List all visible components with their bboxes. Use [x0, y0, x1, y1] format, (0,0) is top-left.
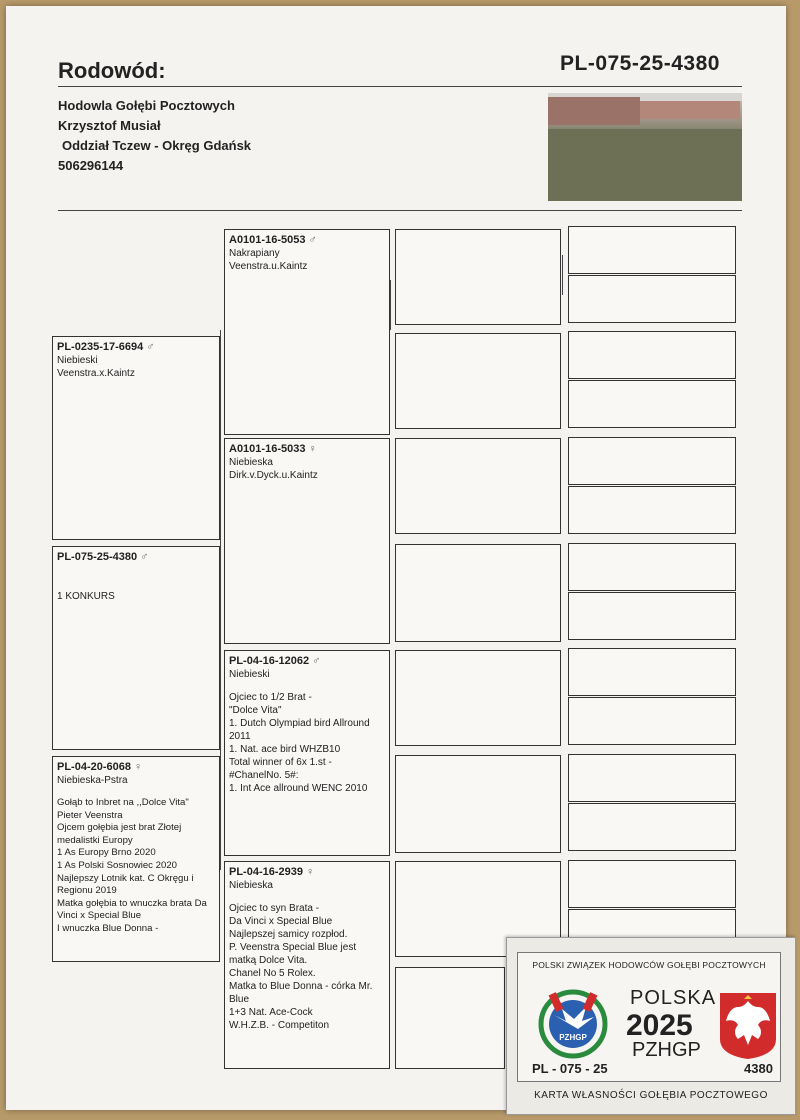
gen4-box-4: [395, 544, 561, 642]
gen4-box-8: [395, 967, 505, 1069]
breeder-section: Oddział Tczew - Okręg Gdańsk: [62, 138, 252, 153]
subject-note: 1 KONKURS: [57, 591, 115, 602]
gen5-box-4: [568, 380, 736, 428]
ownership-card: [506, 937, 796, 1115]
loft-photo: [548, 93, 742, 201]
dam-dam-note: Ojciec to syn Brata - Da Vinci x Special Blue Najlepszej samicy rozpłod. P. Veenstra Special Blue jest matką Dolce Vita. Chanel No 5 Rolex. Matka to Blue Donna - córka Mr. Blue 1+3 Nat. Ace-Cock W.H.Z.B. - Competiton: [229, 903, 373, 1031]
card-ring-prefix: PL - 075 - 25: [532, 1061, 608, 1076]
gen5-box-14: [568, 909, 736, 939]
gen5-box-11: [568, 754, 736, 802]
sire-strain: Veenstra.x.Kaintz: [57, 368, 135, 379]
dam-ring: PL-04-20-6068: [57, 761, 131, 773]
sire-dam-ring: A0101-16-5033: [229, 443, 306, 455]
subject-pigeon-box: [52, 546, 220, 750]
pzhgp-logo-icon: [538, 989, 608, 1059]
male-icon: ♂: [308, 234, 317, 246]
sire-color: Niebieski: [57, 355, 98, 366]
gen5-box-10: [568, 697, 736, 745]
gen5-box-1: [568, 226, 736, 274]
dam-sire-box: [224, 650, 390, 856]
gen5-box-8: [568, 592, 736, 640]
dam-color: Niebieska-Pstra: [57, 775, 128, 786]
sire-sire-box: [224, 229, 390, 435]
dam-note: Gołąb to Inbret na ,,Dolce Vita" Pieter Veenstra Ojcem gołębia jest brat Złotej medalistki Europy 1 As Europy Brno 2020 1 As Polski Sosnowiec 2020 Najlepszy Lotnik kat. C Okręgu i Regionu 2019 Matka gołębia to wnuczka brata Da Vinci x Special Blue I wnuczka Blue Donna -: [57, 797, 207, 934]
card-year: 2025: [626, 1009, 693, 1042]
card-country: POLSKA: [630, 987, 717, 1009]
female-icon: ♀: [134, 761, 143, 773]
dam-dam-box: [224, 861, 390, 1069]
breeder-loft: Hodowla Gołębi Pocztowych: [58, 98, 235, 113]
connector-gen4-a: [562, 255, 563, 295]
sire-sire-color: Nakrapiany: [229, 248, 280, 259]
gen5-box-9: [568, 648, 736, 696]
gen5-box-5: [568, 437, 736, 485]
gen5-box-6: [568, 486, 736, 534]
sire-sire-ring: A0101-16-5053: [229, 234, 306, 246]
gen4-box-3: [395, 438, 561, 534]
gen4-box-6: [395, 755, 561, 853]
sire-dam-color: Niebieska: [229, 457, 273, 468]
section-divider: [58, 210, 742, 211]
female-icon: ♀: [308, 443, 317, 455]
polish-eagle-icon: [718, 991, 778, 1061]
male-icon: ♂: [312, 655, 321, 667]
breeder-phone: 506296144: [58, 158, 124, 173]
card-union-name: POLSKI ZWIĄZEK HODOWCÓW GOŁĘBI POCZTOWYCH: [532, 960, 766, 970]
main-ring-number: PL-075-25-4380: [560, 52, 720, 75]
card-ring-number: 4380: [744, 1061, 773, 1076]
sire-sire-strain: Veenstra.u.Kaintz: [229, 261, 308, 272]
female-icon: ♀: [306, 866, 315, 878]
breeder-info: [58, 96, 251, 176]
card-inner: [517, 952, 781, 1082]
connector-gen3-a: [390, 280, 391, 330]
gen5-box-3: [568, 331, 736, 379]
gen5-box-12: [568, 803, 736, 851]
male-icon: ♂: [140, 551, 149, 563]
dam-dam-ring: PL-04-16-2939: [229, 866, 303, 878]
breeder-name: Krzysztof Musiał: [58, 118, 161, 133]
male-icon: ♂: [146, 341, 155, 353]
dam-dam-color: Niebieska: [229, 880, 273, 891]
gen4-box-2: [395, 333, 561, 429]
gen5-box-7: [568, 543, 736, 591]
header-divider: [58, 86, 742, 87]
dam-sire-ring: PL-04-16-12062: [229, 655, 310, 667]
page-title: Rodowód:: [58, 58, 166, 83]
gen5-box-13: [568, 860, 736, 908]
gen5-box-2: [568, 275, 736, 323]
dam-sire-color: Niebieski: [229, 669, 270, 680]
subject-ring: PL-075-25-4380: [57, 551, 138, 563]
sire-dam-box: [224, 438, 390, 644]
card-title: KARTA WŁASNOŚCI GOŁĘBIA POCZTOWEGO: [534, 1090, 768, 1101]
gen4-box-5: [395, 650, 561, 746]
connector-gen2: [220, 330, 221, 870]
dam-sire-note: Ojciec to 1/2 Brat - "Dolce Vita" 1. Dutch Olympiad bird Allround 2011 1. Nat. ace bird WHZB10 Total winner of 6x 1.st - #ChanelNo. 5#: 1. Int Ace allround WENC 2010: [229, 692, 370, 794]
sire-ring: PL-0235-17-6694: [57, 341, 144, 353]
sire-box: [52, 336, 220, 540]
gen4-box-1: [395, 229, 561, 325]
dam-box: [52, 756, 220, 962]
sire-dam-strain: Dirk.v.Dyck.u.Kaintz: [229, 470, 318, 481]
card-org: PZHGP: [632, 1039, 701, 1061]
logo-text: PZHGP: [559, 1033, 587, 1042]
